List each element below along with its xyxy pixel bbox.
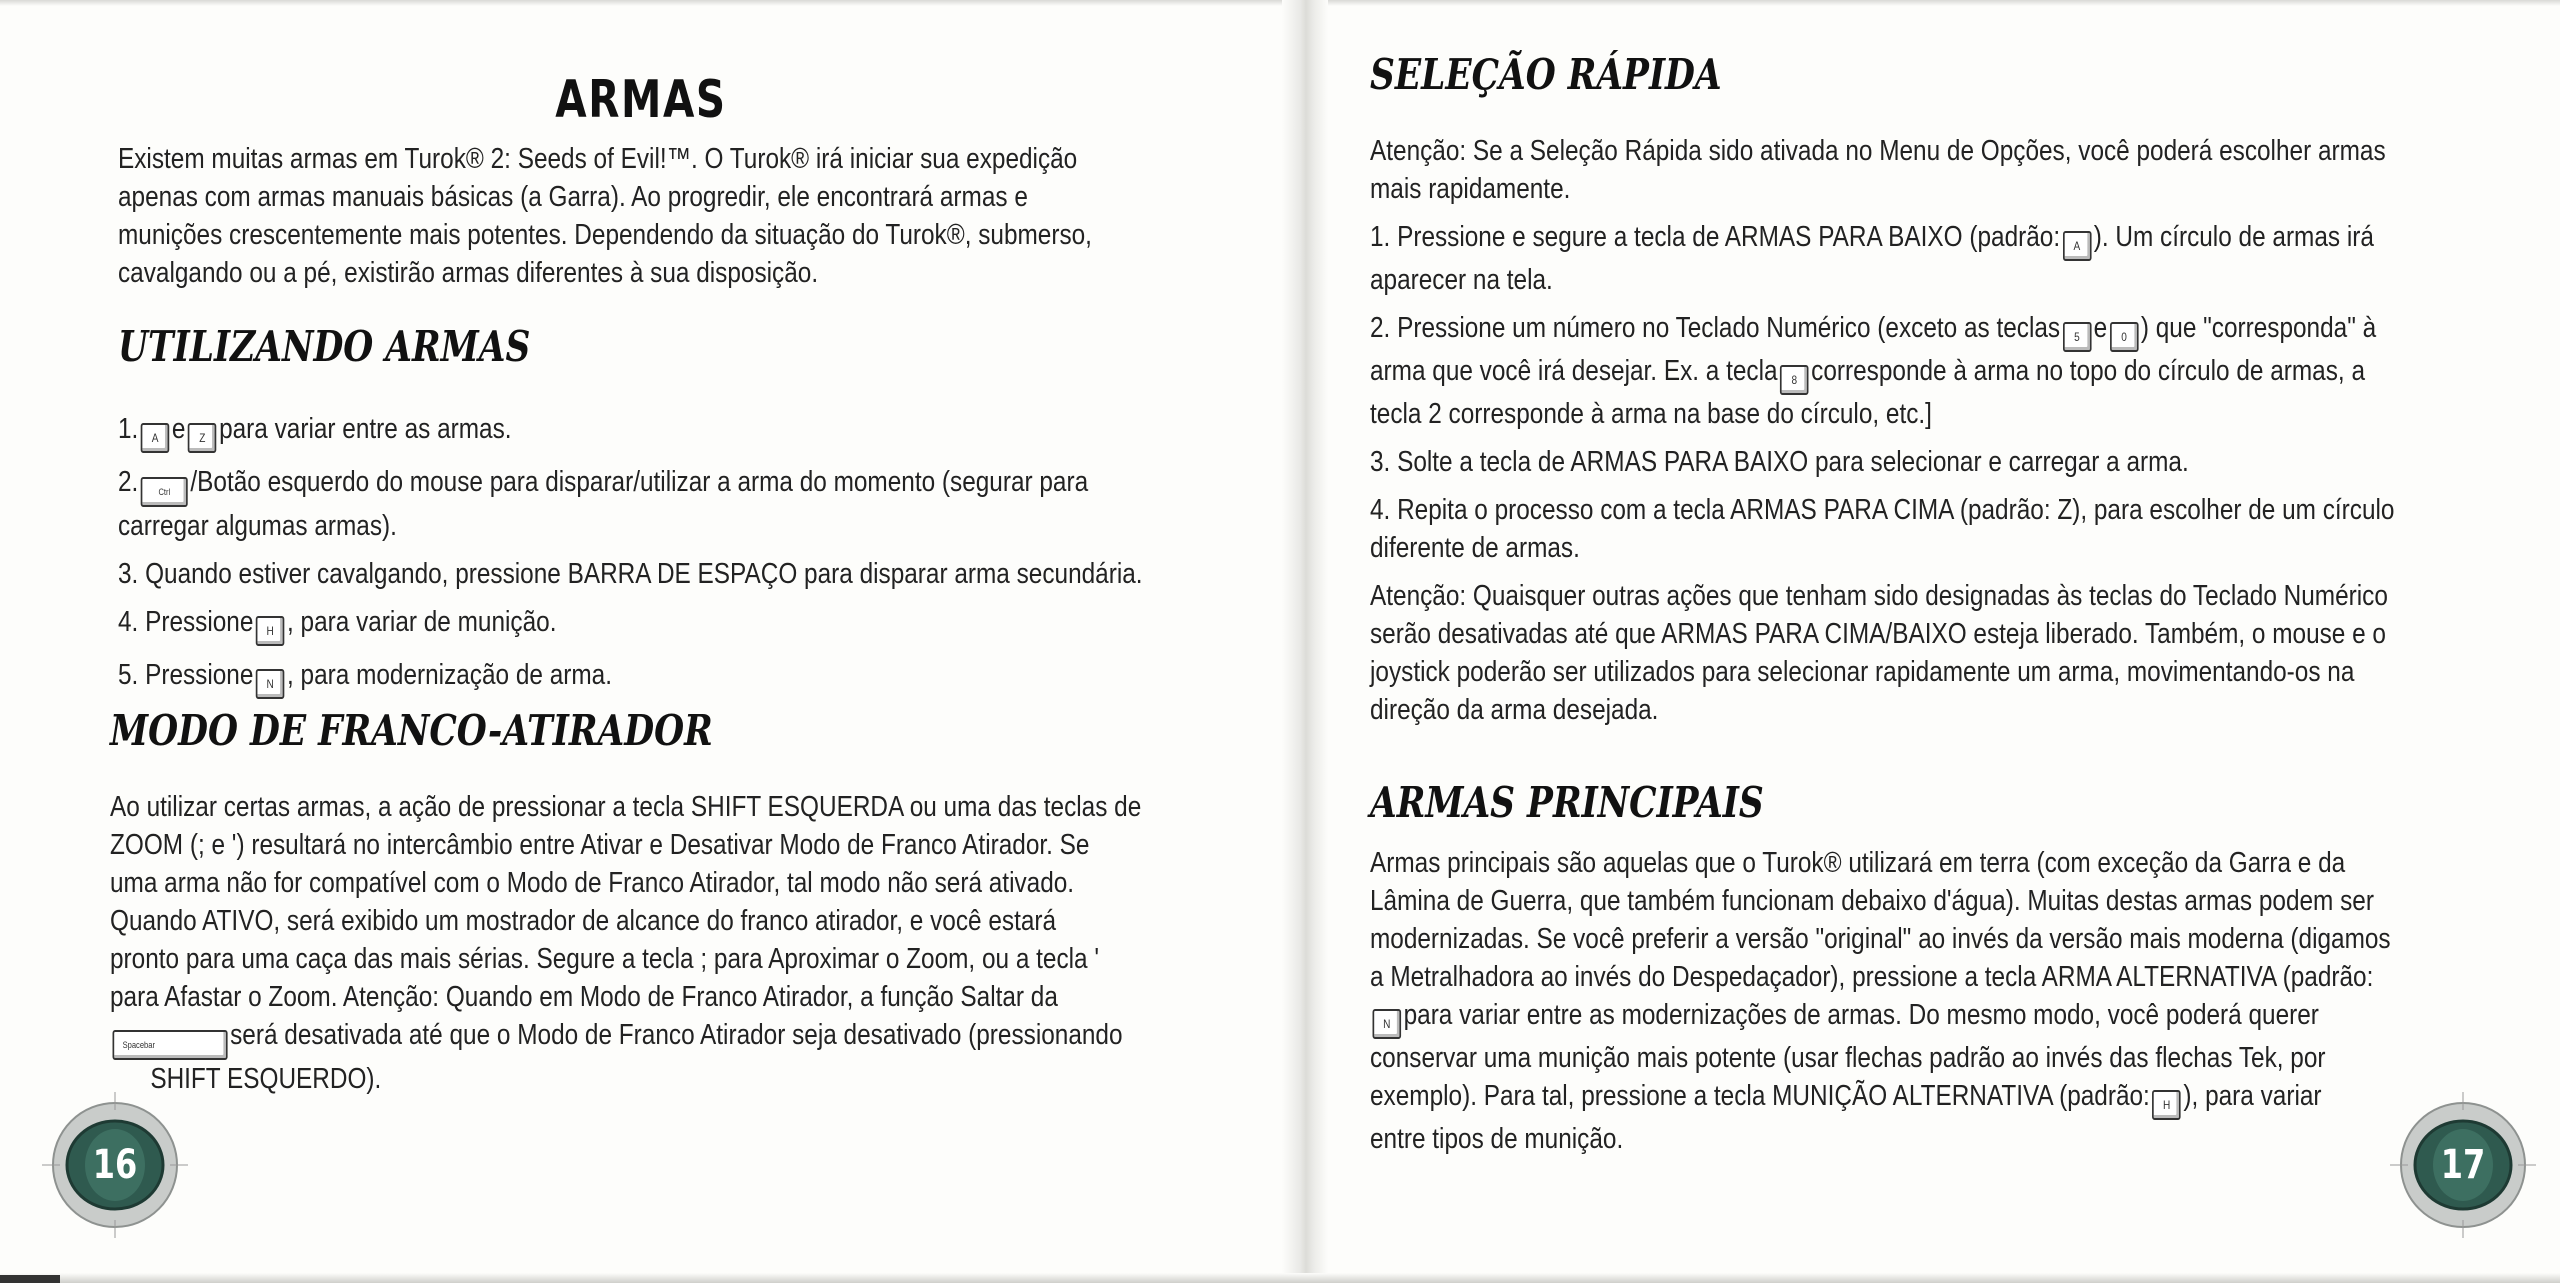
note-line: joystick poderão ser utilizados para selecionar rapidamente um arma, movimentando-os na xyxy=(1370,656,2355,688)
item-text: corresponde à arma no topo do círculo de armas, a xyxy=(1811,355,2365,387)
list-item: 3. Solte a tecla de ARMAS PARA BAIXO para selecionar e carregar a arma. xyxy=(1370,446,2189,478)
item-text: 1. Pressione e segure a tecla de ARMAS PARA BAIXO (padrão: xyxy=(1370,221,2061,253)
paragraph-text: para variar entre as modernizações de armas. Do mesmo modo, você poderá querer xyxy=(1403,999,2319,1031)
paragraph-line: ZOOM (; e ') resultará no intercâmbio entre Ativar e Desativar Modo de Franco Atirador. Se xyxy=(110,829,1090,861)
list-item-continued xyxy=(1370,352,2394,395)
intro-line: Existem muitas armas em Turok® 2: Seeds of Evil!™. O Turok® irá iniciar sua expedição xyxy=(118,143,1078,175)
item-text: e xyxy=(2093,312,2108,344)
key-n-icon: N xyxy=(1373,1009,1402,1039)
item-text: ). Um círculo de armas irá xyxy=(2093,221,2374,253)
key-h-icon: H xyxy=(2152,1090,2181,1120)
paragraph-line: para Afastar o Zoom. Atenção: Quando em Modo de Franco Atirador, a função Saltar da xyxy=(110,981,1058,1013)
intro-line: munições crescentemente mais potentes. Dependendo da situação do Turok®, submerso, xyxy=(118,219,1092,251)
page-number: 16 xyxy=(92,1142,138,1188)
list-item: 4. Repita o processo com a tecla ARMAS PARA CIMA (padrão: Z), para escolher de um círculo xyxy=(1370,494,2395,526)
paragraph-line: conservar uma munição mais potente (usar flechas padrão ao invés das flechas Tek, por xyxy=(1370,1042,2326,1074)
page-number-badge-right xyxy=(2388,1090,2538,1240)
note-line: mais rapidamente. xyxy=(1370,173,1571,205)
list-item-continued: aparecer na tela. xyxy=(1370,264,1553,296)
franco-atirador-paragraph xyxy=(110,788,1141,1098)
list-item xyxy=(118,603,1143,646)
list-item: 3. Quando estiver cavalgando, pressione BARRA DE ESPAÇO para disparar arma secundária. xyxy=(118,558,1143,590)
paragraph-line: Quando ATIVO, será exibido um mostrador de alcance do franco atirador, e você estará xyxy=(110,905,1057,937)
page-number-badge-left xyxy=(40,1090,190,1240)
intro-line: cavalgando ou a pé, existirão armas diferentes à sua disposição. xyxy=(118,257,819,289)
key-a-icon: A xyxy=(141,423,170,453)
item-text: /Botão esquerdo do mouse para disparar/utilizar a arma do momento (segurar para xyxy=(190,466,1089,498)
key-ctrl-icon: Ctrl xyxy=(141,477,188,507)
key-spacebar-icon: Spacebar xyxy=(113,1030,228,1060)
list-item xyxy=(118,656,1143,699)
section-heading-utilizando-armas: UTILIZANDO ARMAS xyxy=(118,322,531,371)
intro-line: apenas com armas manuais básicas (a Garra). Ao progredir, ele encontrará armas e xyxy=(118,181,1028,213)
paragraph-line: entre tipos de munição. xyxy=(1370,1123,1624,1155)
key-n-icon: N xyxy=(256,669,285,699)
intro-paragraph xyxy=(118,140,1092,292)
key-0-icon: 0 xyxy=(2110,322,2139,352)
paragraph-line: Ao utilizar certas armas, a ação de pressionar a tecla SHIFT ESQUERDA ou uma das teclas de xyxy=(110,791,1142,823)
list-item xyxy=(1370,218,2394,261)
utilizando-armas-list xyxy=(118,410,1143,699)
paragraph-line: a Metralhadora ao invés do Despedaçador), pressione a tecla ARMA ALTERNATIVA (padrão: xyxy=(1370,961,2374,993)
key-8-icon: 8 xyxy=(1780,365,1809,395)
selecao-rapida-content xyxy=(1370,132,2394,729)
item-text: ) que "corresponda" à xyxy=(2140,312,2377,344)
page-title: ARMAS xyxy=(555,70,727,130)
item-text: para variar entre as armas. xyxy=(219,413,512,445)
paragraph-text: exemplo). Para tal, pressione a tecla MUNIÇÃO ALTERNATIVA (padrão: xyxy=(1370,1080,2150,1112)
paragraph-line: SHIFT ESQUERDO). xyxy=(150,1063,382,1095)
item-text: , para variar de munição. xyxy=(287,606,557,638)
paragraph-line xyxy=(1370,1077,2391,1120)
section-heading-armas-principais: ARMAS PRINCIPAIS xyxy=(1370,778,1764,827)
key-z-icon: Z xyxy=(188,423,217,453)
book-gutter xyxy=(1282,0,1328,1283)
paragraph-line xyxy=(1370,996,2391,1039)
armas-principais-paragraph xyxy=(1370,844,2391,1158)
key-h-icon: H xyxy=(256,616,285,646)
item-text: , para modernização de arma. xyxy=(287,659,612,691)
item-number: 1. xyxy=(118,413,139,445)
list-item xyxy=(118,463,1143,507)
item-text: 5. Pressione xyxy=(118,659,254,691)
item-text: 4. Pressione xyxy=(118,606,254,638)
paragraph-line: Lâmina de Guerra, que também funcionam debaixo d'água). Muitas destas armas podem ser xyxy=(1370,885,2374,917)
paragraph-text: será desativada até que o Modo de Franco Atirador seja desativado (pressionando xyxy=(230,1019,1123,1051)
paragraph-line: uma arma não for compatível com o Modo de Franco Atirador, tal modo não será ativado. xyxy=(110,867,1075,899)
paragraph-line: pronto para uma caça das mais sérias. Segure a tecla ; para Aproximar o Zoom, ou a tecla ' xyxy=(110,943,1100,975)
list-item-continued: tecla 2 corresponde à arma na base do círculo, etc.] xyxy=(1370,398,1932,430)
section-heading-selecao-rapida: SELEÇÃO RÁPIDA xyxy=(1370,50,1722,99)
key-a-icon: A xyxy=(2063,231,2092,261)
key-5-icon: 5 xyxy=(2063,322,2092,352)
paragraph-text: ), para variar xyxy=(2183,1080,2322,1112)
note-line: Atenção: Se a Seleção Rápida sido ativada no Menu de Opções, você poderá escolher armas xyxy=(1370,135,2386,167)
note-line: serão desativadas até que ARMAS PARA CIMA/BAIXO esteja liberado. Também, o mouse e o xyxy=(1370,618,2386,650)
list-item xyxy=(1370,309,2394,352)
section-heading-franco-atirador: MODO DE FRANCO-ATIRADOR xyxy=(110,706,713,755)
page-number: 17 xyxy=(2440,1142,2486,1188)
item-text: 2. Pressione um número no Teclado Numérico (exceto as teclas xyxy=(1370,312,2061,344)
paragraph-line xyxy=(110,1016,1141,1060)
list-item-continued: carregar algumas armas). xyxy=(118,510,397,542)
list-item xyxy=(118,410,1143,453)
list-item-continued: diferente de armas. xyxy=(1370,532,1580,564)
item-text: e xyxy=(171,413,186,445)
item-text: arma que você irá desejar. Ex. a tecla xyxy=(1370,355,1778,387)
paragraph-line: modernizadas. Se você preferir a versão "original" ao invés da versão mais moderna (digamos xyxy=(1370,923,2391,955)
right-page xyxy=(1328,0,2560,1283)
note-line: direção da arma desejada. xyxy=(1370,694,1659,726)
item-number: 2. xyxy=(118,466,139,498)
note-line: Atenção: Quaisquer outras ações que tenham sido designadas às teclas do Teclado Numérico xyxy=(1370,580,2388,612)
paragraph-line: Armas principais são aquelas que o Turok® utilizará em terra (com exceção da Garra e da xyxy=(1370,847,2346,879)
